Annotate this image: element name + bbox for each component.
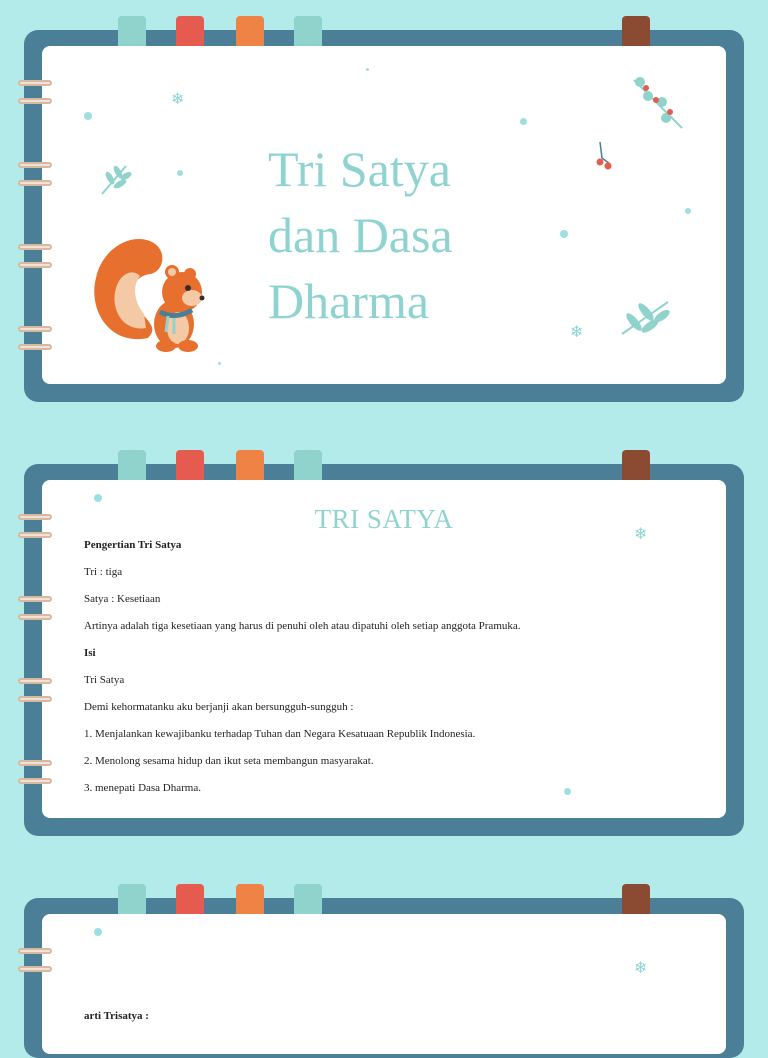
slide-title — [24, 30, 744, 404]
list-item: 3. menepati Dasa Dharma. — [84, 782, 201, 794]
binder-ring — [18, 344, 52, 350]
binder-ring — [18, 696, 52, 702]
binder-ring — [18, 514, 52, 520]
tab-marker — [294, 450, 322, 480]
binder-ring — [18, 614, 52, 620]
tab-marker — [294, 16, 322, 46]
section-heading: Pengertian Tri Satya — [84, 539, 182, 551]
binder-ring — [18, 760, 52, 766]
binder-ring — [18, 326, 52, 332]
tab-marker — [236, 16, 264, 46]
decor-dot — [520, 118, 527, 125]
binder-ring — [18, 532, 52, 538]
text-line: Tri Satya — [84, 674, 125, 686]
title-line: Dharma — [268, 273, 430, 329]
slide-tri-satya — [24, 464, 744, 838]
leaf-icon — [98, 160, 134, 198]
slide-heading: TRI SATYA — [314, 504, 454, 534]
notebook-page — [42, 914, 726, 1054]
tab-marker — [176, 450, 204, 480]
list-item: 1. Menjalankan kewajibanku terhadap Tuhan dan Negara Kesatuaan Republik Indonesia. — [84, 728, 476, 740]
squirrel-illustration — [88, 228, 210, 354]
tab-marker — [622, 450, 650, 480]
decor-dot — [94, 928, 102, 936]
decor-dot — [560, 230, 568, 238]
snowflake-icon: ❄ — [171, 89, 185, 108]
berry-sprig-icon — [592, 140, 616, 170]
binder-ring — [18, 98, 52, 104]
binder-ring — [18, 80, 52, 86]
snowflake-icon: ❄ — [634, 958, 648, 977]
binder-ring — [18, 778, 52, 784]
tab-marker — [118, 884, 146, 914]
binder-ring — [18, 678, 52, 684]
decor-dot — [685, 208, 691, 214]
binder-ring — [18, 948, 52, 954]
decor-dot — [366, 68, 369, 71]
tab-marker — [176, 884, 204, 914]
title-line: dan Dasa — [268, 207, 453, 263]
tab-marker — [118, 450, 146, 480]
snowflake-icon: ❄ — [570, 322, 584, 341]
berry-branch-icon — [626, 72, 686, 132]
binder-ring — [18, 262, 52, 268]
decor-dot — [84, 112, 92, 120]
list-item: 2. Menolong sesama hidup dan ikut seta membangun masyarakat. — [84, 755, 374, 767]
section-heading: Isi — [84, 647, 96, 659]
tab-marker — [622, 16, 650, 46]
slide-title-text — [268, 136, 528, 334]
tab-marker — [118, 16, 146, 46]
binder-ring — [18, 596, 52, 602]
binder-ring — [18, 244, 52, 250]
slide-arti-trisatya — [24, 898, 744, 1024]
leaf-icon — [618, 292, 674, 338]
notebook-page — [42, 46, 726, 384]
binder-ring — [18, 180, 52, 186]
slide-body — [84, 538, 704, 808]
text-line: Artinya adalah tiga kesetiaan yang harus di penuhi oleh atau dipatuhi oleh setiap anggota Pramuka. — [84, 620, 521, 632]
text-line: Demi kehormatanku aku berjanji akan bersungguh-sungguh : — [84, 701, 354, 713]
text-line: Tri : tiga — [84, 566, 123, 578]
decor-dot — [218, 362, 221, 365]
tab-marker — [236, 450, 264, 480]
notebook-page — [42, 480, 726, 818]
tab-marker — [176, 16, 204, 46]
section-heading: arti Trisatya : — [84, 1010, 149, 1022]
title-line: Tri Satya — [268, 141, 451, 197]
tab-marker — [622, 884, 650, 914]
snowflake-icon: ❄ — [634, 524, 648, 543]
binder-ring — [18, 162, 52, 168]
decor-dot — [94, 494, 102, 502]
decor-dot — [177, 170, 183, 176]
binder-ring — [18, 966, 52, 972]
tab-marker — [236, 884, 264, 914]
text-line: Satya : Kesetiaan — [84, 593, 161, 605]
tab-marker — [294, 884, 322, 914]
